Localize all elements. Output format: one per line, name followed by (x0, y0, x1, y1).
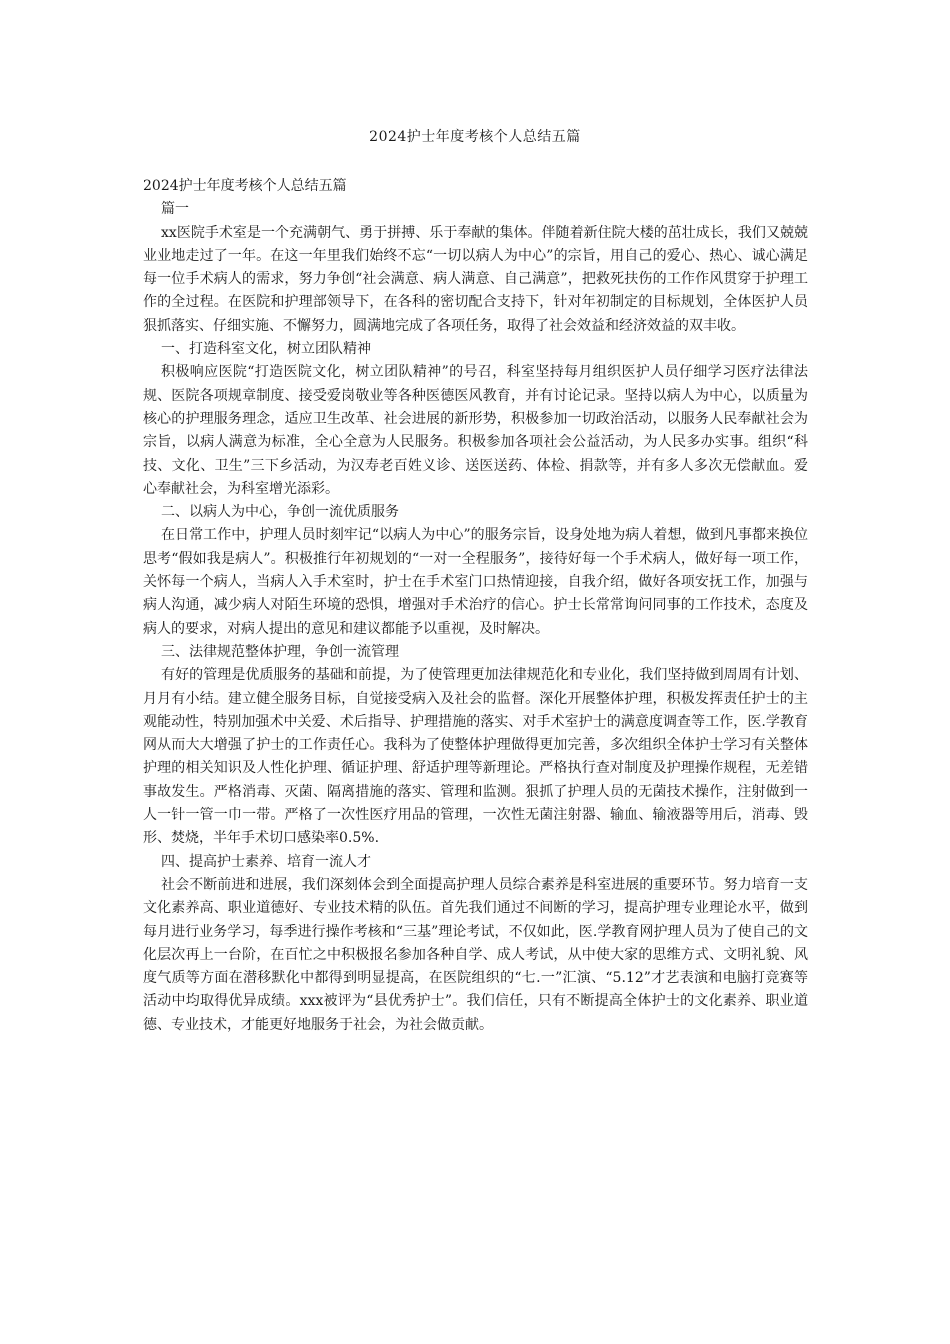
section-paragraph-2: 在日常工作中，护理人员时刻牢记“以病人为中心”的服务宗旨，设身处地为病人着想，做到凡事都来换位思考“假如我是病人”。积极推行年初规划的“一对一全程服务”，接待好每一个手术病人，做好每一项工作，关怀每一个病人，当病人入手术室时，护士在手术室门口热情迎接，自我介绍，做好各项安抚工作，加强与病人沟通，减少病人对陌生环境的恐惧，增强对手术治疗的信心。护士长常常询问同事的工作技术，态度及病人的要求，对病人提出的意见和建议都能予以重视，及时解决。 (143, 527, 808, 637)
intro-paragraph: xx医院手术室是一个充满朝气、勇于拼搏、乐于奉献的集体。伴随着新住院大楼的茁壮成长，我们又兢兢业业地走过了一年。在这一年里我们始终不忘“一切以病人为中心”的宗旨，用自己的爱心、热心、诚心满足每一位手术病人的需求，努力争创“社会满意、病人满意、自己满意”，把救死扶伤的工作作风贯穿于护理工作的全过程。在医院和护理部领导下，在各科的密切配合支持下，针对年初制定的目标规划，全体医护人员狠抓落实、仔细实施、不懈努力，圆满地完成了各项任务，取得了社会效益和经济效益的双丰收。 (143, 224, 808, 334)
section-paragraph-4: 社会不断前进和进展，我们深刻体会到全面提高护理人员综合素养是科室进展的重要环节。努力培育一支文化素养高、职业道德好、专业技术精的队伍。首先我们通过不间断的学习，提高护理专业理论水平，做到每月进行业务学习，每季进行操作考核和“三基”理论考试，不仅如此，医.学教育网护理人员为了使自己的文化层次再上一台阶，在百忙之中积极报名参加各种自学、成人考试，从中使大家的思维方式、文明礼貌、风度气质等方面在潜移默化中都得到明显提高，在医院组织的“七.一”汇演、“5.12”才艺表演和电脑打竞赛等活动中均取得优异成绩。xxx被评为“县优秀护士”。我们信任，只有不断提高全体护士的文化素养、职业道德、专业技术，才能更好地服务于社会，为社会做贡献。 (143, 876, 808, 1033)
section-paragraph-1: 积极响应医院“打造医院文化，树立团队精神”的号召，科室坚持每月组织医护人员仔细学习医疗法律法规、医院各项规章制度、接受爱岗敬业等各种医德医风教育，并有讨论记录。坚持以病人为中心，以质量为核心的护理服务理念，适应卫生改革、社会进展的新形势，积极参加一切政治活动，以服务人民奉献社会为宗旨，以病人满意为标准，全心全意为人民服务。积极参加各项社会公益活动，为人民多办实事。组织“科技、文化、卫生”三下乡活动，为汉寿老百姓义诊、送医送药、体检、捐款等，并有多人多次无偿献血。爱心奉献社会，为科室增光添彩。 (143, 364, 808, 497)
section-heading-4: 四、提高护士素养、培育一流人才 (161, 853, 371, 870)
section-label: 篇一 (161, 201, 189, 218)
document-title: 2024护士年度考核个人总结五篇 (369, 129, 581, 145)
section-paragraph-3: 有好的管理是优质服务的基础和前提，为了使管理更加法律规范化和专业化，我们坚持做到周周有计划、月月有小结。建立健全服务目标，自觉接受病入及社会的监督。深化开展整体护理，积极发挥责任护士的主观能动性，特别加强术中关爱、术后指导、护理措施的落实、对手术室护士的满意度调查等工作，医.学教育网从而大大增强了护士的工作责任心。我科为了使整体护理做得更加完善，多次组织全体护士学习有关整体护理的相关知识及人性化护理、循证护理、舒适护理等新理论。严格执行查对制度及护理操作规程，无差错事故发生。严格消毒、灭菌、隔离措施的落实、管理和监测。狠抓了护理人员的无菌技术操作，注射做到一人一针一管一巾一带。严格了一次性医疗用品的管理，一次性无菌注射器、输血、输液器等用后，消毒、毁形、焚烧，半年手术切口感染率0.5%. (143, 667, 808, 847)
section-heading-1: 一、打造科室文化，树立团队精神 (161, 341, 371, 358)
document-subtitle: 2024护士年度考核个人总结五篇 (143, 178, 347, 194)
document-body (143, 175, 808, 1037)
section-heading-2: 二、以病人为中心，争创一流优质服务 (161, 504, 399, 521)
section-heading-3: 三、法律规范整体护理，争创一流管理 (161, 643, 399, 660)
